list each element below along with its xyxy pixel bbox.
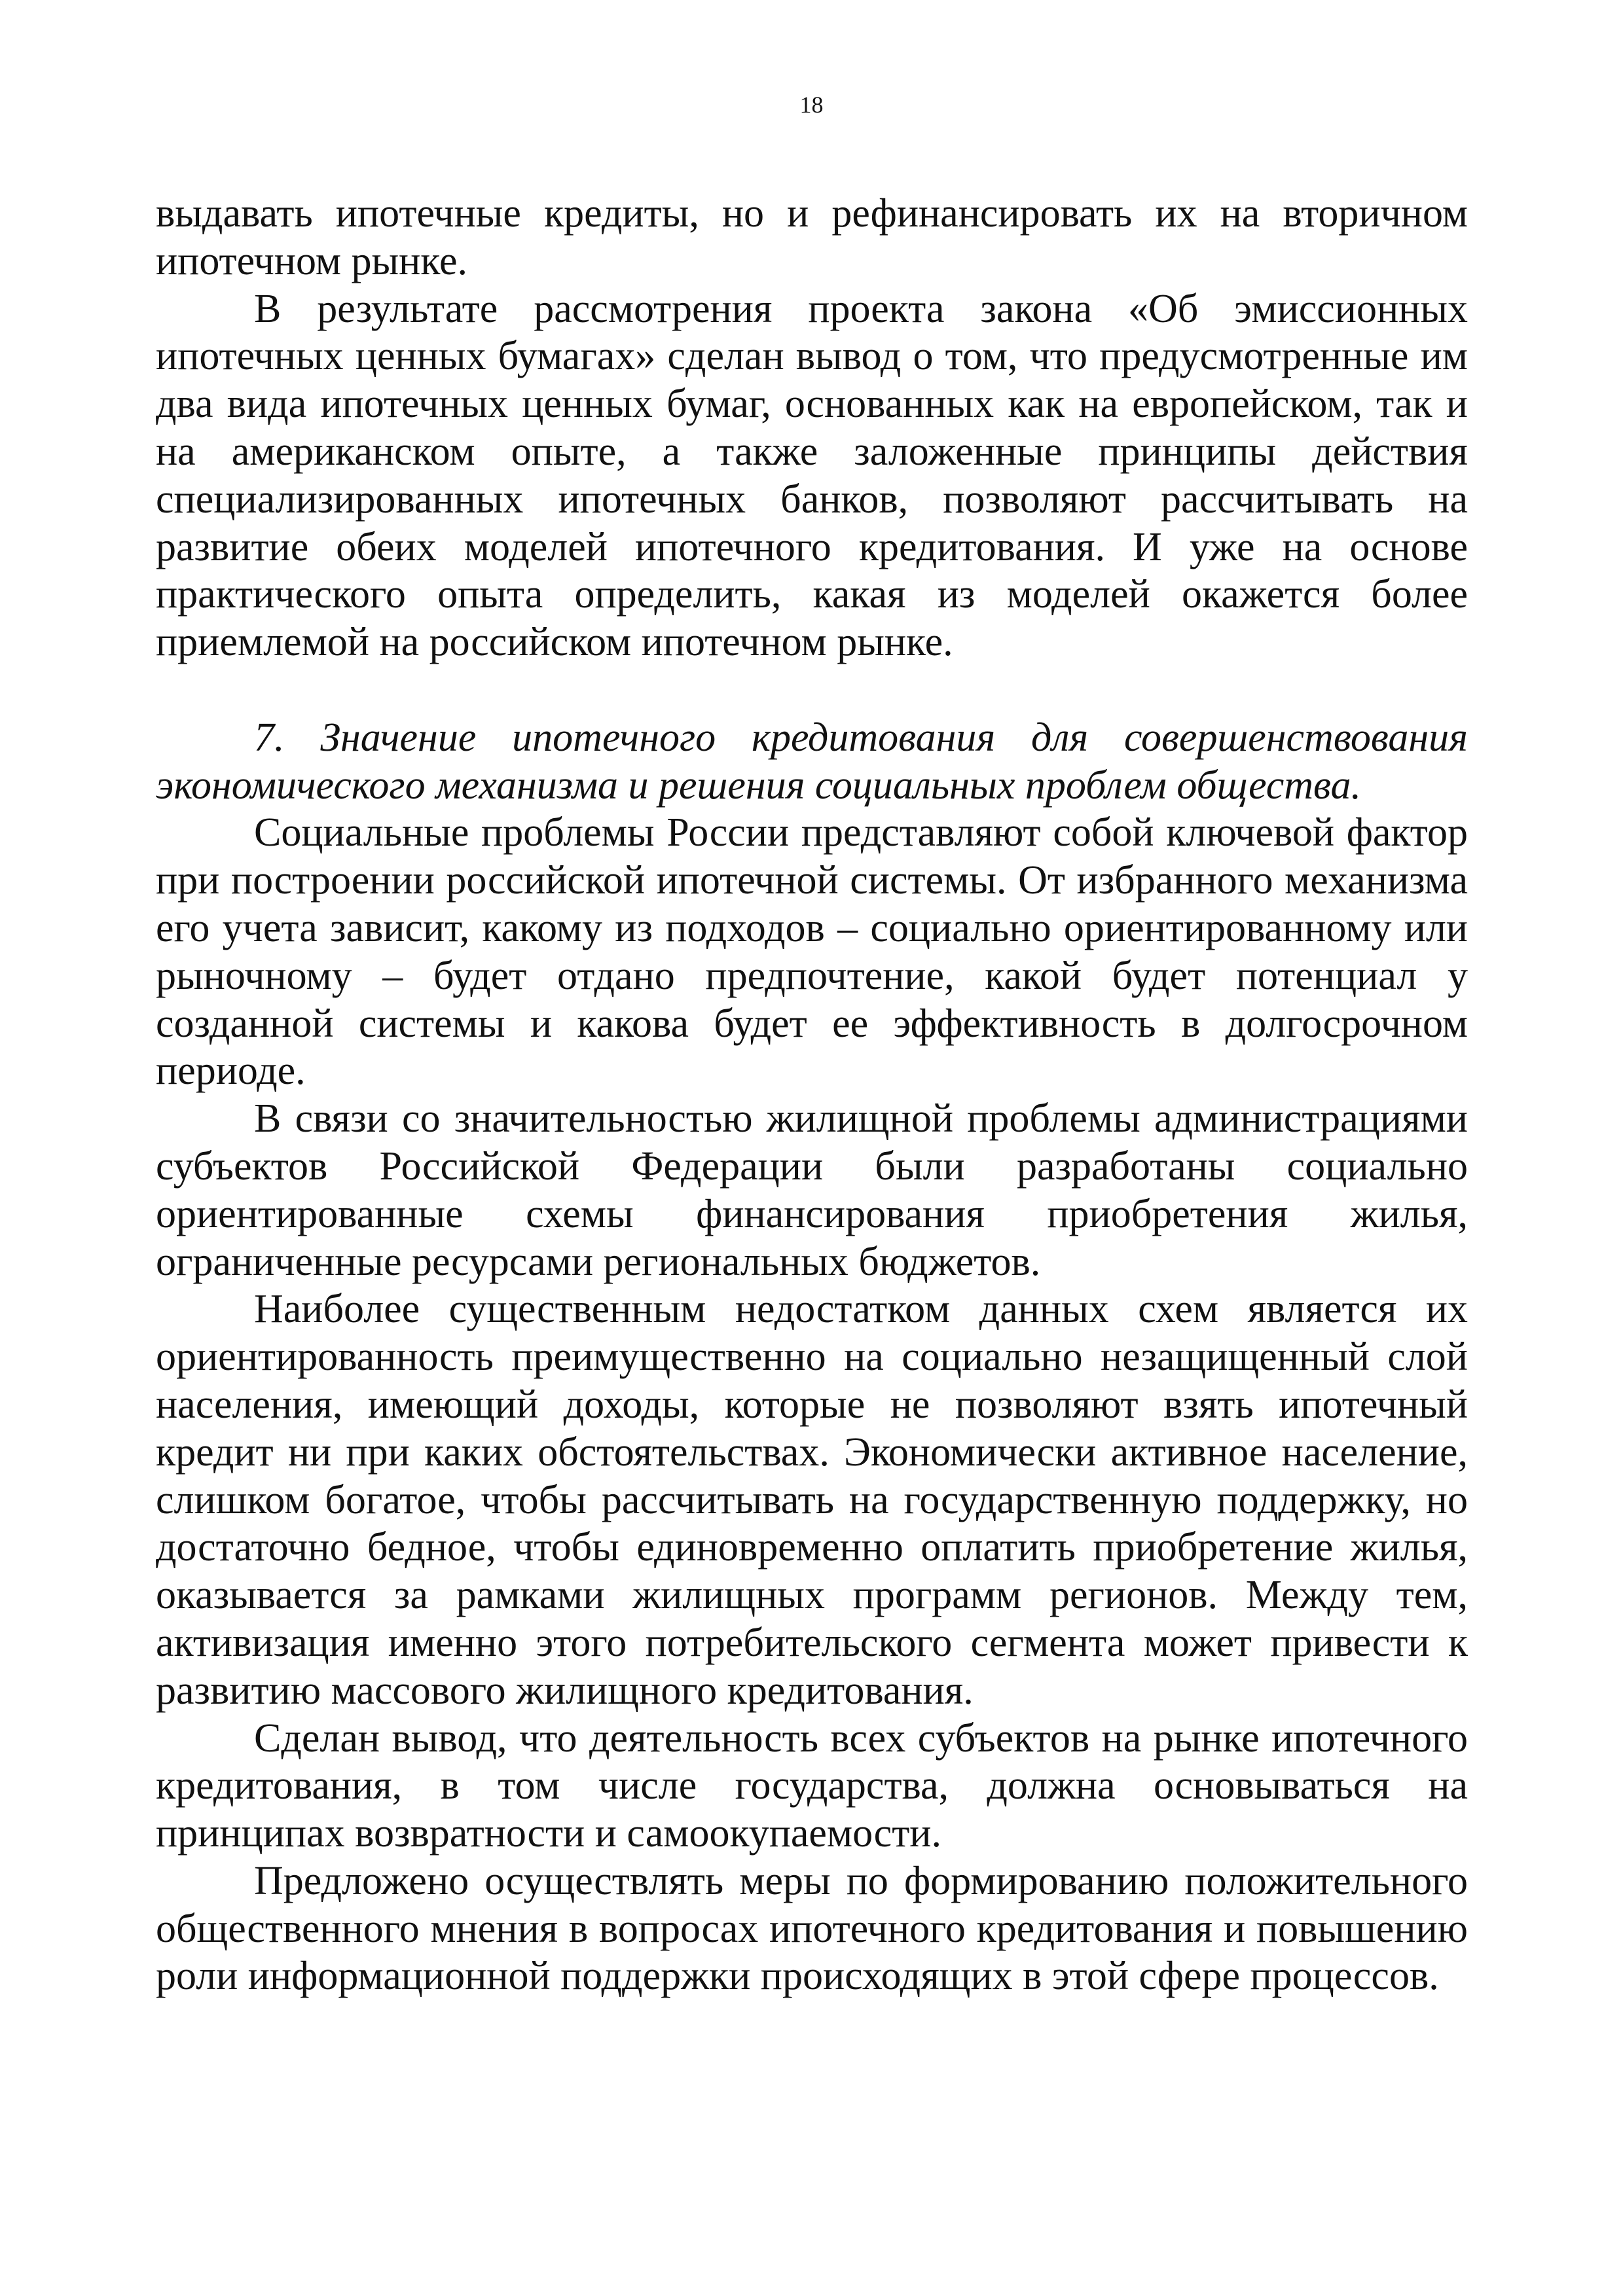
paragraph-regional-schemes: В связи со значительностью жилищной проблемы администрациями субъектов Российской Федерации были разработаны социально ориентированные схемы финансирования приобретения жилья, ограниченные ресурсами региональных бюджетов.: [156, 1096, 1468, 1284]
paragraph-continuation: выдавать ипотечные кредиты, но и рефинансировать их на вторичном ипотечном рынке.: [156, 191, 1468, 283]
paragraph-mortgage-securities-law: В результате рассмотрения проекта закона «Об эмиссионных ипотечных ценных бумагах» сделан вывод о том, что предусмотренные им два вида ипотечных ценных бумаг, основанных как на европейском, так и на американском опыте, а также заложенные принципы действия специализированных ипотечных банков, позволяют рассчитывать на развитие обеих моделей ипотечного кредитования. И уже на основе практического опыта определить, какая из моделей окажется более приемлемой на российском ипотечном рынке.: [156, 286, 1468, 665]
section-heading-7: 7. Значение ипотечного кредитования для совершенствования экономического механизма и решения социальных проблем общества.: [156, 715, 1468, 808]
paragraph-social-problems: Социальные проблемы России представляют собой ключевой фактор при построении российской ипотечной системы. От избранного механизма его учета зависит, какому из подходов – социально ориентированному или рыночному – будет отдано предпочтение, какой будет потенциал у созданной системы и какова будет ее эффективность в долгосрочном периоде.: [156, 810, 1468, 1094]
document-body: [156, 190, 1468, 2000]
paragraph-scheme-shortcomings: Наиболее существенным недостатком данных схем является их ориентированность преимущественно на социально незащищенный слой населения, имеющий доходы, которые не позволяют взять ипотечный кредит ни при каких обстоятельствах. Экономически активное население, слишком богатое, чтобы рассчитывать на государственную поддержку, но достаточно бедное, чтобы единовременно оплатить приобретение жилья, оказывается за рамками жилищных программ регионов. Между тем, активизация именно этого потребительского сегмента может привести к развитию массового жилищного кредитования.: [156, 1287, 1468, 1713]
paragraph-proposal: Предложено осуществлять меры по формированию положительного общественного мнения в вопросах ипотечного кредитования и повышению роли информационной поддержки происходящих в этой сфере процессов.: [156, 1858, 1468, 1999]
page-number: 18: [799, 92, 824, 118]
paragraph-conclusion: Сделан вывод, что деятельность всех субъектов на рынке ипотечного кредитования, в том числе государства, должна основываться на принципах возвратности и самоокупаемости.: [156, 1715, 1468, 1856]
